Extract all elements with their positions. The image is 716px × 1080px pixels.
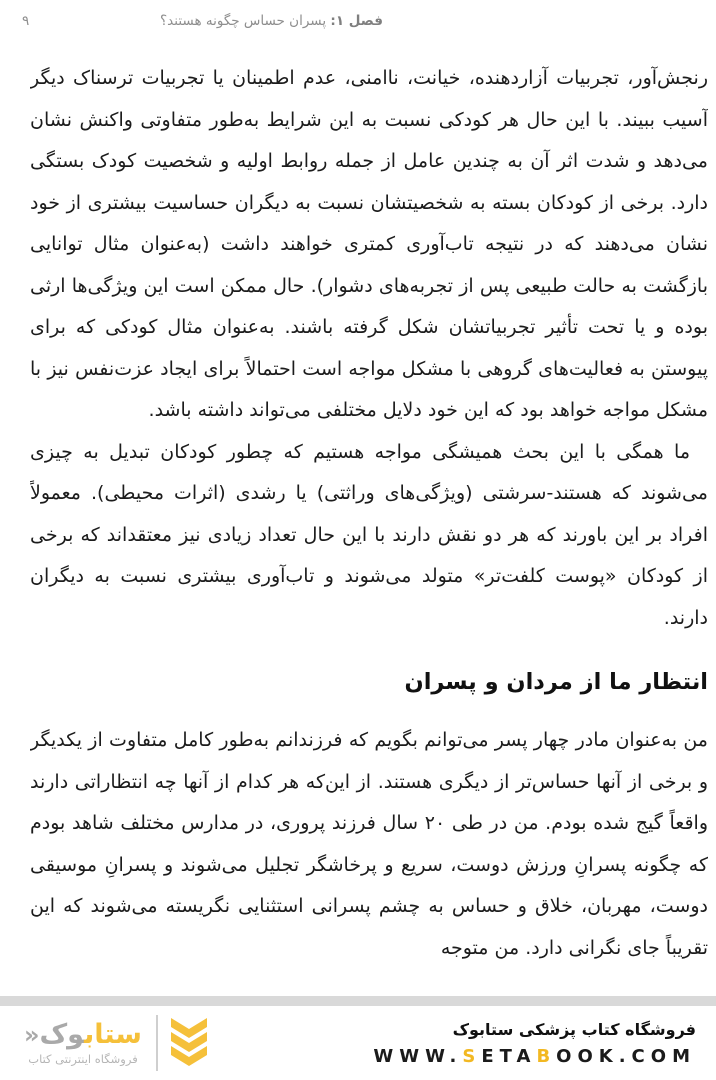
website-url: [373, 1046, 696, 1067]
paragraph-3: من به‌عنوان مادر چهار پسر می‌توانم بگویم که فرزندانم به‌طور کامل متفاوت از یکدیگر و برخی از آنها حساس‌تر از دیگری هستند. از این‌که هر کدام از آنها چه انتظاراتی دارند واقعاً گیج شده بودم. من در طی ۲۰ سال فرزند پروری، در مدارس مختلف شاهد بودم که چگونه پسرانِ ورزش دوست، سریع و پرخاشگر تجلیل می‌شوند و پسرانِ موسیقی دوست، مهربان، خلاق و حساس به چشم پسرانی استثنایی نگریسته می‌شوند که این تقریباً جای نگرانی دارد. من متوجه: [30, 729, 708, 959]
chapter-label: فصل ۱:: [330, 13, 383, 29]
chapter-header: [160, 13, 383, 29]
page-number: ۹: [22, 13, 30, 29]
running-header: [0, 12, 716, 36]
wordmark-gray-part: وک: [39, 1019, 85, 1050]
paragraph-2: ما همگی با این بحث همیشگی مواجه هستیم که چطور کودکان تبدیل به چیزی می‌شوند که هستند-سرشتی (ویژگی‌های وراثتی) یا رشدی (اثرات محیطی). معمولاً افراد بر این باورند که هر دو نقش دارند با این حال تعداد زیادی نیز معتقداند که برخی از کودکان «پوست کلفت‌تر» متولد می‌شوند و تاب‌آوری بیشتری نسبت به دیگران دارند.: [30, 440, 708, 629]
wordmark-guillemet: «: [24, 1021, 40, 1049]
footer-store-info: [373, 1020, 696, 1067]
separator-bar: [0, 996, 716, 1006]
url-part: ETA: [481, 1045, 537, 1067]
chevron-logo-icon: [170, 1017, 208, 1069]
logo-divider: [156, 1015, 158, 1071]
paragraph-1: رنجش‌آور، تجربیات آزاردهنده، خیانت، ناامنی، عدم اطمینان یا تجربیات ترسناک دیگر آسیب ببیند. با این حال هر کودکی نسبت به این شرایط به‌طور متفاوتی واکنش نشان می‌دهد و شدت اثر آن به چندین عامل از جمله روابط اولیه و شخصیت کودک بستگی دارد. برخی از کودکان بسته به شخصیتشان نسبت به دیگران حساسیت بیشتری از خود نشان می‌دهند که در نتیجه تاب‌آوری کمتری خواهند داشت (به‌عنوان مثال توانایی بازگشت به حالت طبیعی پس از تجربه‌های دشوار). حال ممکن است این ویژگی‌ها ارثی بوده و یا تحت تأثیر تجربیاتشان شکل گرفته باشند. به‌عنوان مثال کودکی که برای پیوستن به فعالیت‌های گروهی با مشکل مواجه است احتمالاً برای ایجاد عزت‌نفس نیز با مشکل مواجه خواهد بود که این خود دلایل مختلفی می‌تواند داشته باشد.: [30, 67, 708, 421]
section-heading: انتظار ما از مردان و پسران: [404, 669, 708, 695]
logo-wordmark: [24, 1020, 142, 1050]
setabook-logo: [24, 1015, 208, 1071]
url-part: WWW.: [373, 1045, 463, 1067]
url-accent-b: B: [536, 1045, 557, 1067]
url-part: OOK.COM: [556, 1045, 696, 1067]
footer: [0, 1006, 716, 1080]
logo-tagline: فروشگاه اینترنتی کتاب: [28, 1052, 138, 1066]
store-name: فروشگاه کتاب پزشکی ستابوک: [452, 1019, 696, 1039]
wordmark-yellow-part: ستاب: [84, 1019, 142, 1050]
chapter-title: پسران حساس چگونه هستند؟: [160, 13, 331, 29]
page-content: [30, 58, 708, 994]
url-accent-s: S: [462, 1045, 482, 1067]
logo-text: [24, 1020, 142, 1066]
